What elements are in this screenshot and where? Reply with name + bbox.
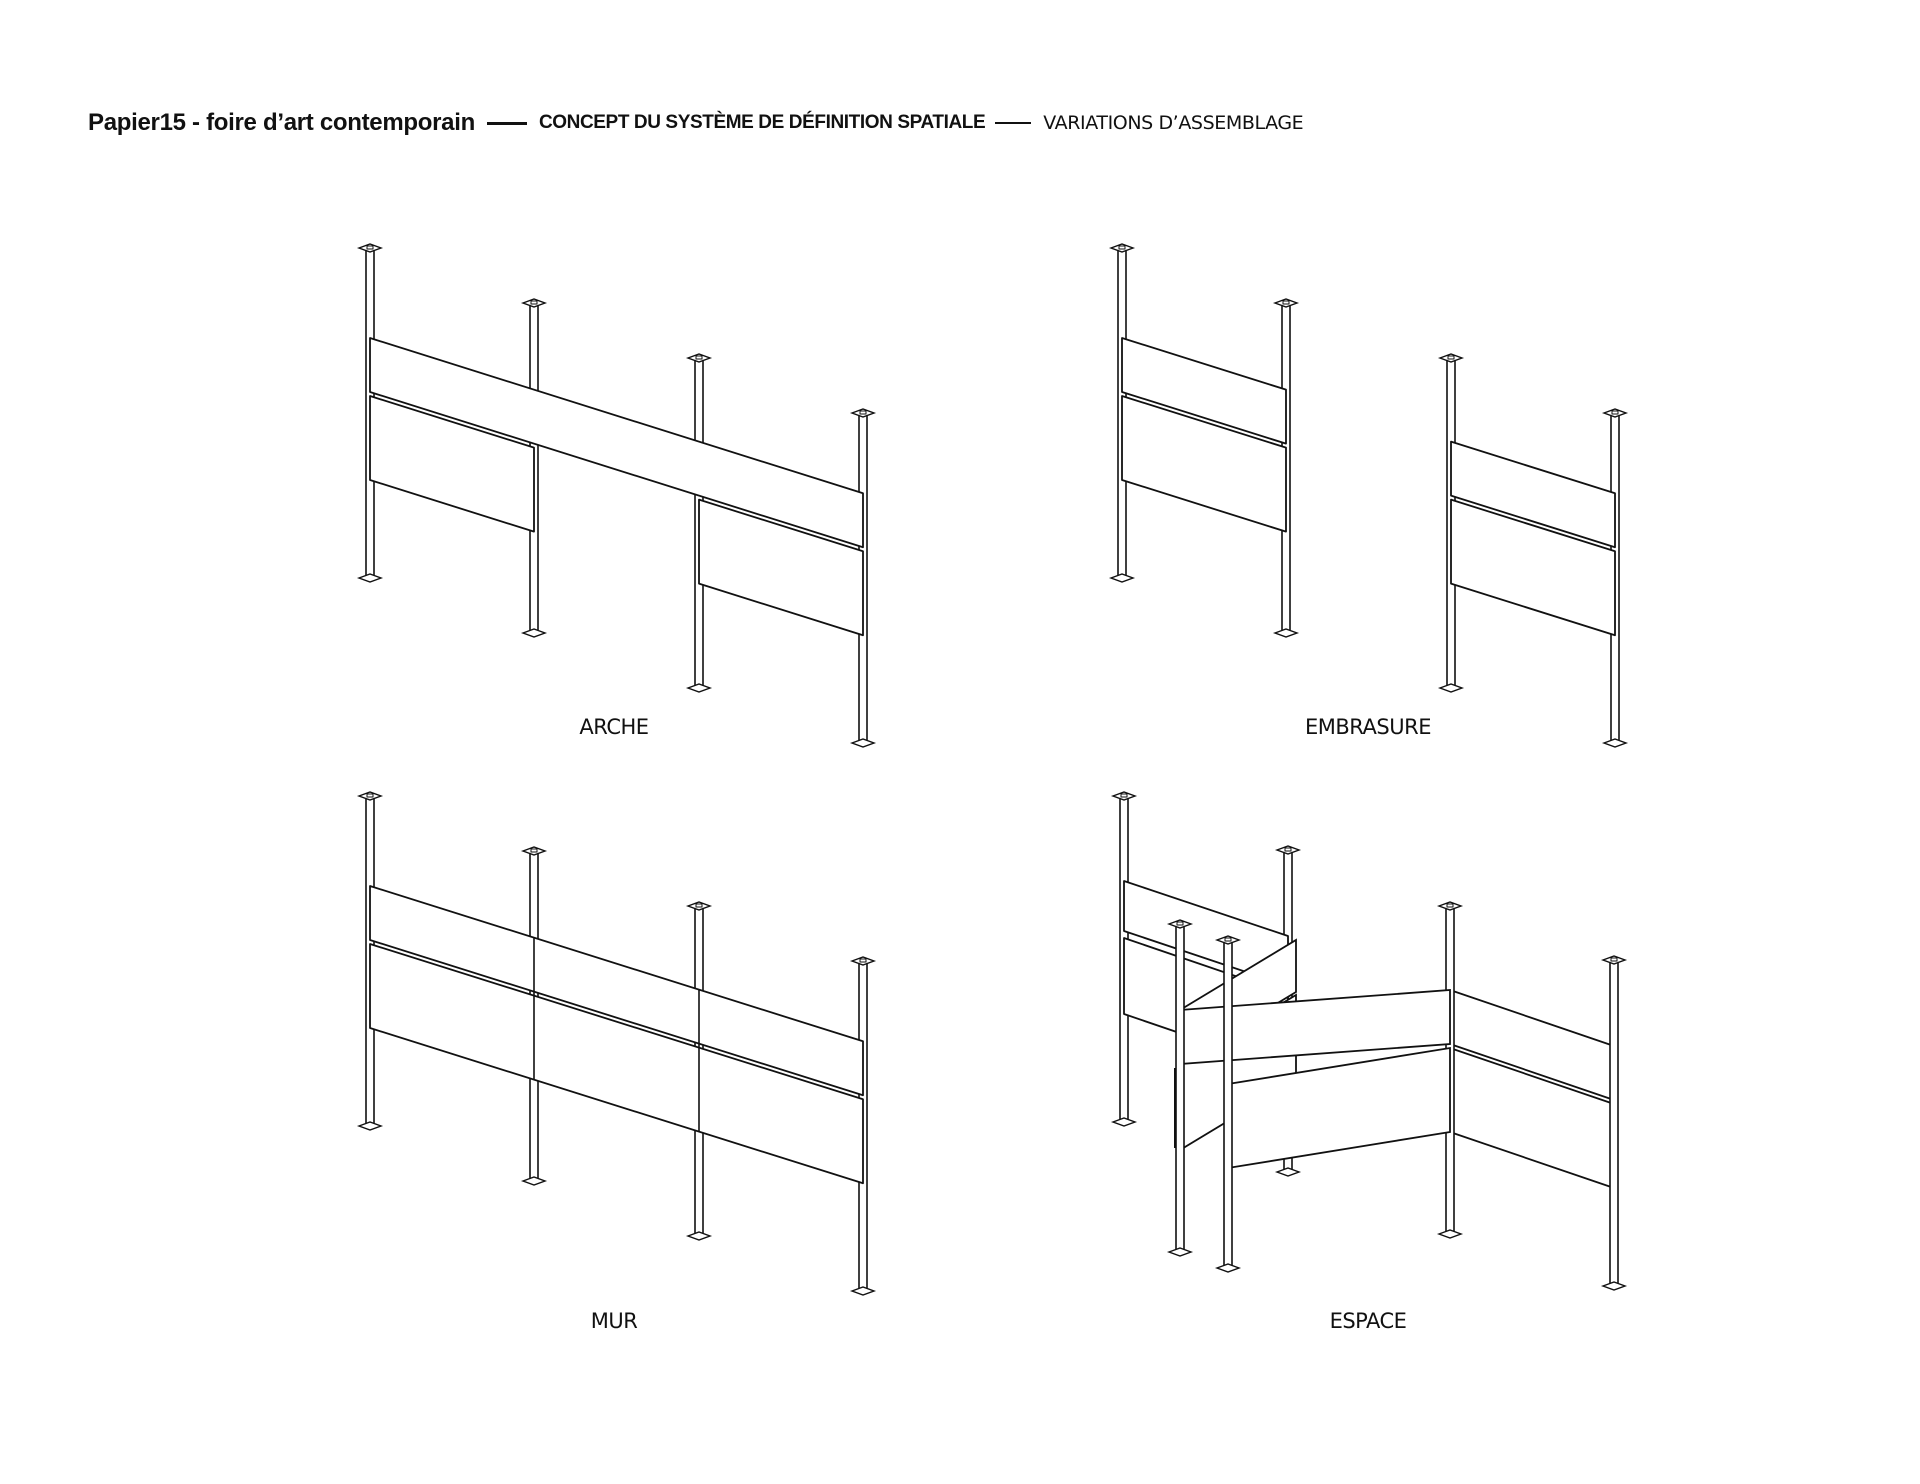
caption-mur: MUR (590, 1309, 638, 1333)
post-top-bolt (1447, 904, 1453, 907)
post-top-bolt (367, 246, 373, 249)
post-base-plate (852, 1287, 874, 1295)
post-shaft (1224, 940, 1232, 1268)
post-top-bolt (1225, 938, 1231, 941)
post-base-plate (1113, 1118, 1135, 1126)
post-top-bolt (1611, 958, 1617, 961)
post-base-plate (1169, 1248, 1191, 1256)
post-base-plate (1275, 629, 1297, 637)
post-top-bolt (531, 849, 537, 852)
post-base-plate (852, 739, 874, 747)
post-base-plate (1439, 1230, 1461, 1238)
post-base-plate (1277, 1168, 1299, 1176)
section-title: VARIATIONS D’ASSEMBLAGE (1043, 112, 1304, 134)
post-base-plate (359, 1122, 381, 1130)
post-top-bolt (367, 794, 373, 797)
post-top-bolt (1283, 301, 1289, 304)
post-base-plate (1440, 684, 1462, 692)
diagram-embrasure (1111, 244, 1626, 747)
post-top-bolt (1612, 411, 1618, 414)
post-top-bolt (1448, 356, 1454, 359)
post-base-plate (359, 574, 381, 582)
post-base-plate (1604, 739, 1626, 747)
post-top-bolt (696, 356, 702, 359)
post-base-plate (1217, 1264, 1239, 1272)
diagram-espace (1113, 792, 1625, 1290)
post-shaft (1610, 960, 1618, 1286)
post-top-bolt (860, 959, 866, 962)
post-top-bolt (531, 301, 537, 304)
caption-embrasure: EMBRASURE (1305, 715, 1431, 739)
post-base-plate (1603, 1282, 1625, 1290)
diagram-arche (359, 244, 874, 747)
caption-arche: ARCHE (579, 715, 649, 739)
post-base-plate (1111, 574, 1133, 582)
concept-title: CONCEPT DU SYSTÈME DE DÉFINITION SPATIALE (538, 112, 986, 133)
post-base-plate (523, 1177, 545, 1185)
post-base-plate (523, 629, 545, 637)
post-base-plate (688, 1232, 710, 1240)
post-shaft (1176, 924, 1184, 1252)
post-top-bolt (860, 411, 866, 414)
post-top-bolt (1119, 246, 1125, 249)
post-top-bolt (1177, 922, 1183, 925)
diagram-mur (359, 792, 874, 1295)
post-top-bolt (1285, 848, 1291, 851)
caption-espace: ESPACE (1329, 1309, 1407, 1333)
post-base-plate (688, 684, 710, 692)
project-title: Papier15 - foire d’art contemporain (88, 109, 475, 136)
post-top-bolt (696, 904, 702, 907)
post-top-bolt (1121, 794, 1127, 797)
